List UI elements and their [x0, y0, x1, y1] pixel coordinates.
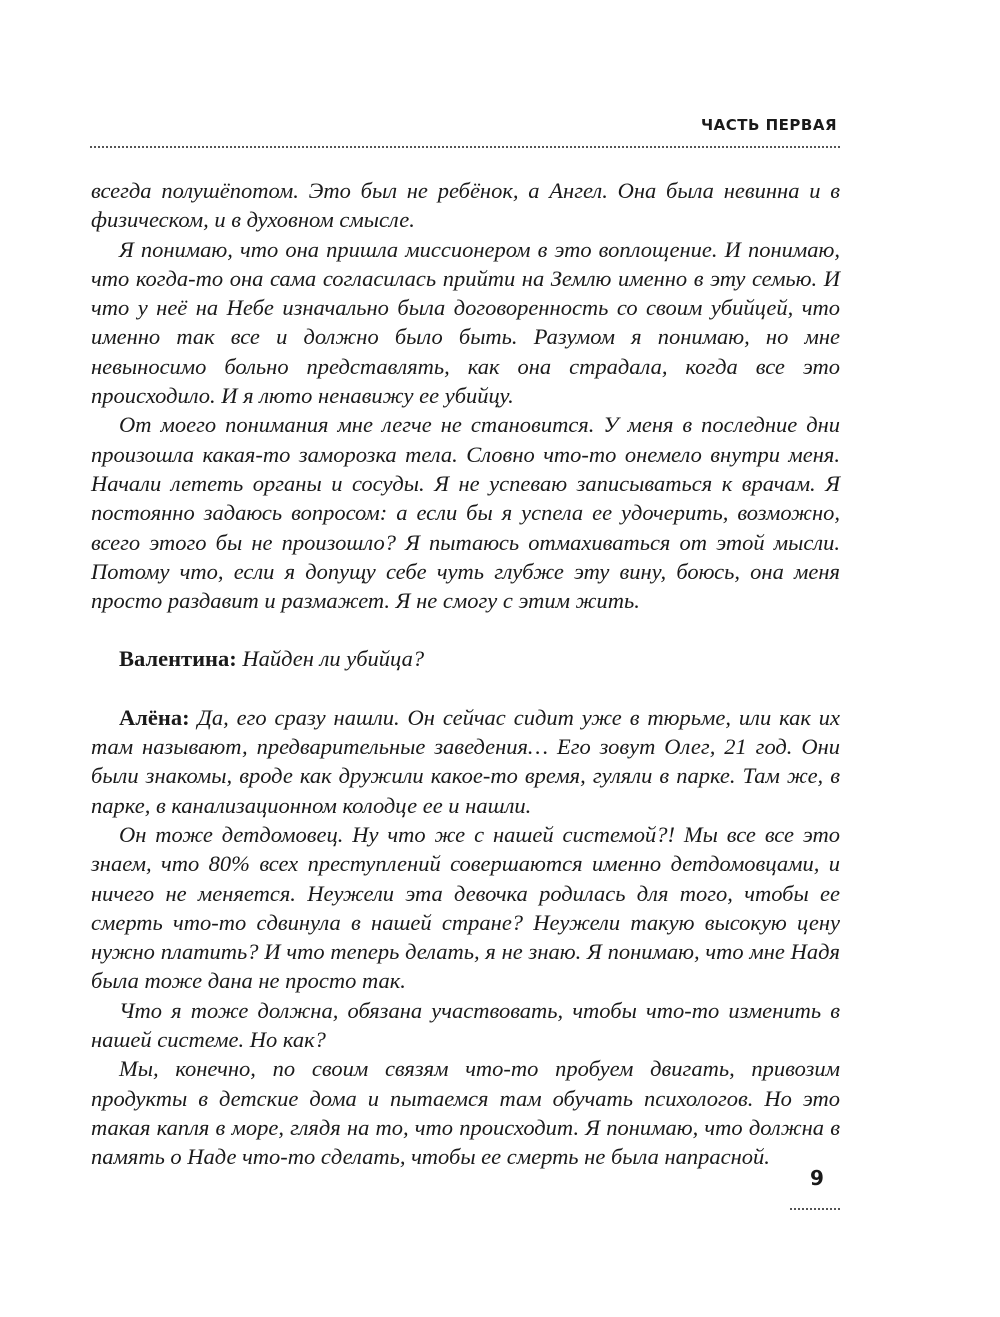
header-divider	[90, 146, 840, 148]
page-number-divider	[790, 1208, 840, 1210]
page-body	[91, 176, 840, 1172]
paragraph: Он тоже детдомовец. Ну что же с нашей системой?! Мы все все это знаем, что 80% всех преступлений совершаются именно детдомовцами, и ничего не меняется. Неужели эта девочка родилась для того, чтобы ее смерть что-то сдвинула в нашей стране? Неужели такую высокую цену нужно платить? И что теперь делать, я не знаю. Я понимаю, что мне Надя была тоже дана не просто так.	[91, 821, 840, 994]
dialog-line	[91, 644, 840, 673]
dialog-text: Да, его сразу нашли. Он сейчас сидит уже в тюрьме, или как их там называют, предварительные заведения… Его зовут Олег, 21 год. Они были знакомы, вроде как дружили какое-то время, гуляли в парке. Там же, в парке, в канализационном колодце ее и нашли.	[91, 704, 841, 818]
dialog-line	[91, 703, 840, 820]
paragraph: От моего понимания мне легче не становится. У меня в последние дни произошла какая-то заморозка тела. Словно что-то онемело внутри меня. Начали лететь органы и сосуды. Я не успеваю записываться к врачам. Я постоянно задаюсь вопросом: а если бы я успела ее удочерить, возможно, всего этого бы не произошло? Я пытаюсь отмахиваться от этой мысли. Потому что, если я допущу себе чуть глубже эту вину, боюсь, она меня просто раздавит и размажет. Я не смогу с этим жить.	[91, 412, 840, 614]
paragraph-gap	[91, 615, 840, 644]
paragraph: всегда полушёпотом. Это был не ребёнок, а Ангел. Она была невинна и в физическом, и в духовном смысле.	[91, 178, 840, 233]
paragraph-gap	[91, 674, 840, 703]
paragraph: Я понимаю, что она пришла миссионером в это воплощение. И понимаю, что когда-то она сама согласилась прийти на Землю именно в эту семью. И что у неё на Небе изначально была договоренность со своим убийцей, что именно так все и должно было быть. Разумом я понимаю, но мне невыносимо больно представлять, как она страдала, когда все это происходило. И я люто ненавижу ее убийцу.	[91, 236, 840, 409]
paragraph: Что я тоже должна, обязана участвовать, чтобы что-то изменить в нашей системе. Но как?	[91, 997, 840, 1053]
paragraph: Мы, конечно, по своим связям что-то пробуем двигать, привозим продукты в детские дома и пытаемся там обучать психологов. Но это такая капля в море, глядя на то, что происходит. Я понимаю, что должна в память о Наде что-то сделать, чтобы ее смерть не была напрасной.	[91, 1056, 840, 1170]
page-number: 9	[810, 1166, 824, 1190]
dialog-text: Найден ли убийца?	[242, 646, 425, 672]
speaker-name: Алёна:	[119, 704, 190, 730]
section-title: ЧАСТЬ ПЕРВАЯ	[700, 116, 837, 134]
speaker-name: Валентина:	[119, 646, 237, 672]
